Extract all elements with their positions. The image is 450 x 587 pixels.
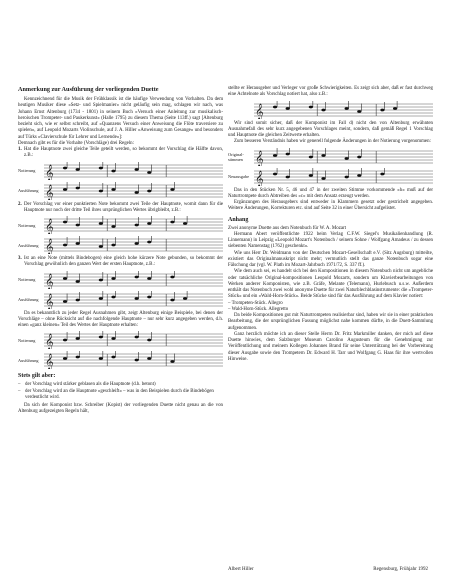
treble-clef-icon: 𝄞 <box>45 273 54 289</box>
note-head <box>273 172 277 175</box>
music-example-2-notation <box>18 216 223 234</box>
note-head <box>111 188 115 191</box>
intro-paragraph: Kennzeichnend für die Musik der Frühklassik ist die häufige Verwendung von Vorhalten. Da dem heutigen Musiker diese »Setz- und Spielmanier« nicht geläufig sein mag, schlagen wir nach, was Johann Ernst Altenburg (1734 - 1801) in seinem Buch »Versuch einer Anleitung zur musikalisch-heroischen Trompeter- und Paukerkunst« (Halle 1795) zu diesem Thema (Seite 113ff.) sagt [Altenburg bezieht sich, wie er selbst schreibt, auf »Quanzens Versuch einer Anweisung die Flöte traversiere zu spielen«, auf Leopold Mozarts Violinschule, auf J. A. Hiller »Anweisung zum Gesange« und besonders auf Türks »Clavierschule für Lehrer und Lernende«]: <box>18 97 223 140</box>
copyist-paragraph: Da sich der Komponist bzw. Schreiber (Kopist) der vorliegenden Duette nicht genau an die von Altenburg aufgezeigten Regeln hält, <box>18 403 223 415</box>
footer-place-date: Regensburg, Frühjahr 1992 <box>373 567 428 572</box>
note-head <box>357 155 361 158</box>
note-head <box>183 297 187 300</box>
treble-clef-icon: 𝄞 <box>45 239 54 254</box>
note-head <box>170 221 174 224</box>
note-head <box>273 105 277 108</box>
music-example-1-execution <box>18 182 223 200</box>
note-head <box>345 157 349 160</box>
understanding-paragraph: Zum besseren Verständnis haben wir generell folgende Änderungen in der Notierung vorgenommen: <box>234 139 431 145</box>
always-item-text: der Vorschlag wird stärker geblasen als die Hauptnote (d.h. betont) <box>25 382 156 388</box>
music-example-new <box>228 168 433 186</box>
music-example-3-notation <box>18 271 223 289</box>
note-head <box>111 244 115 247</box>
original-label: Original-stimmen <box>228 151 244 162</box>
note-head <box>99 278 103 281</box>
note-head <box>147 171 151 174</box>
note-head <box>273 154 277 157</box>
pieces2-paragraph: Wie dem auch sei, es handelt sich bei den Kompositionen in diesem Notenbuch nicht um angebliche oder tatsächliche Original-kompositionen Leopold Mozarts, sondern um Klavierbearbeitungen von Werken anderer Komponisten, wie z.B. Gräfe, Melante (Telemann), Hurlebusch u.s.w. Außerdem enthält das Notenbuch zwei wohl anonyme Duette für zwei Naturblechblasinstrumente: die »Trompeter-Stück« und ein »Wald-Horn-Stück«. Beide Stücke sind für das Ausführung auf dem Klavier notiert: <box>228 269 433 300</box>
notation-label: Notierung <box>18 277 36 282</box>
note-head <box>345 107 349 110</box>
execution-label: Ausführung <box>18 297 39 302</box>
note-head <box>286 152 290 155</box>
rules-intro: Demnach gibt es für die Vorhalte (Vorschläge) drei Regeln: <box>18 140 134 146</box>
note-head <box>63 357 67 360</box>
staff-2a <box>44 216 223 234</box>
music-example-4-notation <box>18 331 223 349</box>
note-head <box>135 168 139 171</box>
note-head <box>147 189 151 192</box>
note-head <box>135 336 139 339</box>
rule-1-number: 1. <box>18 147 22 152</box>
note-head <box>380 172 384 175</box>
note-head <box>76 186 80 189</box>
pieces-list-item: – Wald-Horn-Stück. Allegretto <box>228 306 289 312</box>
note-head <box>135 297 139 300</box>
both-paragraph: Da beide Kompositionen gut mit Naturtrompeten realisierbar sind, haben wir sie in einer praktischen Bearbeitung, die der ursprünglichen Fassung möglichst nahe kommen dürfte, in die Duett-Sammlung aufgenommen. <box>228 313 433 331</box>
music-example-2-execution <box>18 236 223 254</box>
note-head <box>76 298 80 301</box>
section-heading: Anmerkung zur Ausführung der vorliegenden Duette <box>18 86 159 93</box>
rule-paragraph: Wir sind somit sicher, daß der Komponist im Fall d) nicht den von Altenburg erwähnten Ausnahmefall des sehr kurz angegebenen Vorschlages meint, sondern, daß gemäß Regel 1 Vorschlag und Hauptnote die gleichen Zeitwerte erhalten. <box>228 120 433 138</box>
note-head <box>111 295 115 298</box>
note-head <box>63 166 67 169</box>
note-head <box>63 188 67 191</box>
new-edition-label: Neuausgabe <box>228 174 249 179</box>
note-head <box>63 244 67 247</box>
treble-clef-icon: 𝄞 <box>45 184 54 200</box>
note-head <box>183 222 187 225</box>
always-heading: Stets gilt aber: <box>18 373 56 380</box>
pieces-list-item: – Trompeten-Stück. Allegro <box>228 300 283 306</box>
staff-4a <box>44 331 223 349</box>
execution-label: Ausführung <box>18 242 39 248</box>
note-head <box>135 275 139 278</box>
note-head <box>170 298 174 301</box>
treble-clef-icon: 𝄞 <box>45 334 54 350</box>
note-head <box>63 339 67 342</box>
note-head <box>170 360 174 363</box>
note-head <box>309 174 313 177</box>
rule-1-text: Hat die Hauptnote zwei gleiche Teile geteilt werden, so bekommt der Vorschlag die Hälfte davon, z.B.: <box>24 147 223 159</box>
note-head <box>135 191 139 194</box>
music-example-5 <box>228 101 433 119</box>
appendix-subtitle: Zwei anonyme Duette aus dem Notenbuch für W. A. Mozart <box>228 225 347 231</box>
music-example-original <box>228 148 433 166</box>
appendix-heading: Anhang <box>228 216 249 223</box>
note-head <box>286 107 290 110</box>
always-item-text: der Vorschlag wird an die Hauptnote »geschleift« – was in den Beispielen durch die Bindebögen verdeutlicht wird. <box>25 388 214 400</box>
note-head <box>147 277 151 280</box>
execution-label: Ausführung <box>18 188 39 193</box>
note-head <box>99 222 103 225</box>
rule-2 <box>18 202 223 215</box>
note-head <box>63 277 67 280</box>
staff-5 <box>254 101 433 119</box>
note-head <box>357 110 361 113</box>
note-head <box>76 356 80 359</box>
note-head <box>135 359 139 362</box>
rule-3-number: 3. <box>18 256 22 261</box>
abert-paragraph: Hermann Abert veröffentlichte 1922 beim Verlag C.F.W. Siegel's Musikalienhandlung (R. Linnemann) in Leipzig »Leopold Mozart's Notenbuch / seinem Sohne / Wolfgang Amadeus / zu dessen siebenten Namenstag (1762) geschenkt«. <box>228 231 433 250</box>
note-head <box>170 188 174 191</box>
note-head <box>147 295 151 298</box>
notation-label: Notierung <box>18 337 36 343</box>
note-head <box>357 174 361 177</box>
rule-1 <box>18 147 223 160</box>
note-head <box>147 339 151 342</box>
notation-label: Notierung <box>18 222 36 228</box>
note-head <box>111 356 115 359</box>
rule-3-text: Ist an eine Note (mittels Bindebogen) eine gleich hohe kürzere Note gebunden, so bekommt der Vorschlag gewöhnlich den ganzen Wert der ersten Hauptnote, z.B.: <box>24 256 223 268</box>
note-head <box>99 166 103 169</box>
note-head <box>309 155 313 158</box>
note-head <box>99 336 103 339</box>
note-head <box>111 337 115 340</box>
note-head <box>147 241 151 244</box>
note-head <box>135 224 139 227</box>
note-head <box>76 168 80 171</box>
rule-2-text: Der Vorschlag vor einer punktierten Note bekommt zwei Teile der Hauptnote, womit dann für die Hauptnote nur noch der dritte Teil ihres ursprünglichen Wertes übrigbleibt, z.B.: <box>24 201 223 213</box>
thanks-paragraph: Ganz herzlich möchte ich an dieser Stelle Herrn Dr. Fritz Markmiller danken, der mich auf diese Duette hinwies, dem Salzburger Museum Carolino Augusteum für die Genehmigung zur Veröffentlichung und meinem Kollegen Johannes Brand für seine Unterstützung bei der Vorbereitung dieser Ausgabe sowie den Trompetern Dr. Edward H. Tarr und Wolfgang G. Haas für ihre wertvollen Hinweise. <box>228 331 433 362</box>
note-head <box>393 107 397 110</box>
staff-original <box>254 148 433 166</box>
left-column <box>18 86 223 416</box>
note-head <box>147 357 151 360</box>
staff-3a <box>44 271 223 289</box>
music-example-4-execution <box>18 351 223 369</box>
rule-3 <box>18 256 223 269</box>
note-head <box>99 245 103 248</box>
note-head <box>321 177 325 180</box>
treble-clef-icon: 𝄞 <box>45 354 54 370</box>
note-head <box>147 222 151 225</box>
note-head <box>170 275 174 278</box>
notation-label: Notierung <box>18 168 36 173</box>
right-column <box>228 86 433 363</box>
staff-1b <box>44 182 223 200</box>
note-head <box>111 169 115 172</box>
note-head <box>321 108 325 111</box>
note-head <box>99 297 103 300</box>
note-head <box>286 175 290 178</box>
rule-2-number: 2. <box>18 201 22 207</box>
always-item: – der Vorschlag wird stärker geblasen als die Hauptnote (d.h. betont) <box>18 382 223 388</box>
note-head <box>111 277 115 280</box>
exceptions-paragraph: Da es bekanntlich zu jeder Regel Ausnahmen gibt, zeigt Altenburg einige Beispiele, bei denen der Vorschläge – ohne Rücksicht auf die nachfolgende Hauptnote – nur sehr kurz angegeben werden, d.h. einen »ganz kleinen« Teil des Wertes der Hauptnote erhalten: <box>18 310 223 328</box>
additions-paragraph: Ergänzungen des Herausgebers sind entweder in Klammern gesetzt oder gestrichelt angegeben. Weitere Änderungen, Korrekturen etc. sind auf Seite 32 in einer Übersicht aufgelistet. <box>228 200 433 212</box>
music-example-3-execution <box>18 291 223 309</box>
staff-2b <box>44 236 223 254</box>
staff-new <box>254 168 433 186</box>
staff-3b <box>44 291 223 309</box>
treble-clef-icon: 𝄞 <box>255 103 264 119</box>
treble-clef-icon: 𝄞 <box>45 293 54 309</box>
note-head <box>99 189 103 192</box>
note-head <box>76 337 80 340</box>
note-head <box>111 225 115 228</box>
always-item: – der Vorschlag wird an die Hauptnote »geschleift« – was in den Beispielen durch die Bindebögen verdeutlicht wird. <box>18 389 223 402</box>
note-head <box>345 175 349 178</box>
note-head <box>321 154 325 157</box>
note-head <box>76 224 80 227</box>
treble-clef-icon: 𝄞 <box>255 170 264 186</box>
pieces-paragraph: Das in den Stücken Nr. 5, 46 und 47 in der zweiten Stimme vorkommende »h« muß auf der Naturtrompete durch Abtreiben des »c« mit dem Ansatz erzeugt werden. <box>228 187 433 199</box>
note-head <box>76 280 80 283</box>
note-head <box>380 108 384 111</box>
note-head <box>309 105 313 108</box>
note-head <box>63 300 67 303</box>
note-head <box>99 357 103 360</box>
music-example-1-notation <box>18 162 223 180</box>
continuation-paragraph: stellte er Herausgeber und Verleger vor große Schwierigkeiten. Es zeigt sich aber, daß er fast durchweg eine Achtelnote als Vorschlag notiert hat, also z.B.: <box>228 86 433 98</box>
footer-author: Albert Hiller <box>228 567 254 572</box>
weidmann-paragraph: Wie uns Herr Dr. Weidmann von der Deutschen Mozart-Gesellschaft e.V. (Sitz Augsburg) mitteilte, existiert das Originalmanuskript nicht mehr; vermutlich stellt das ganze Notenbuch sogar eine Fälschung dar (vgl. W. Plath im Mozart-Jahrbuch 1971/72, S. 337 ff.). <box>228 250 433 268</box>
note-head <box>76 242 80 245</box>
treble-clef-icon: 𝄞 <box>45 219 54 234</box>
note-head <box>63 221 67 224</box>
staff-4b <box>44 351 223 369</box>
treble-clef-icon: 𝄞 <box>255 150 264 166</box>
staff-1a <box>44 162 223 180</box>
note-head <box>135 242 139 245</box>
execution-label: Ausführung <box>18 357 39 363</box>
treble-clef-icon: 𝄞 <box>45 164 54 180</box>
